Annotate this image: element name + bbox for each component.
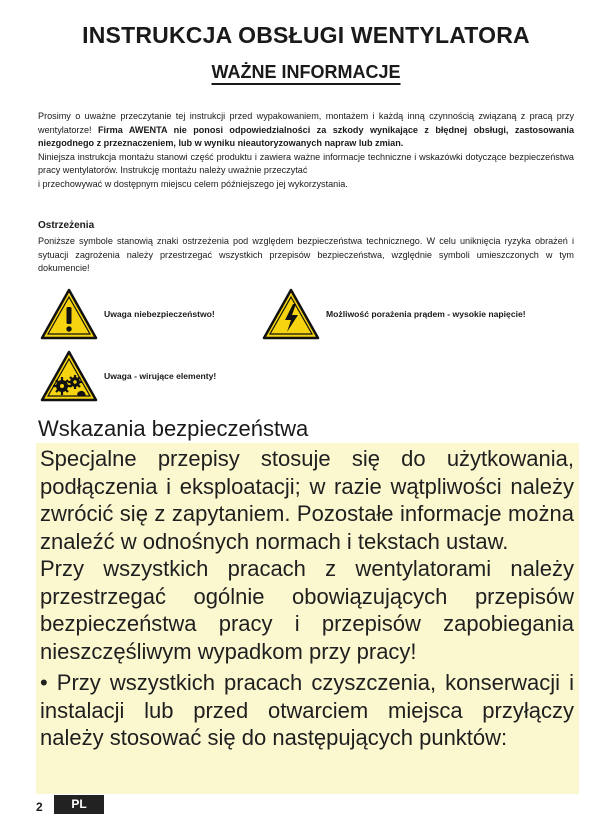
exclamation-warning-icon xyxy=(40,288,98,340)
rotating-parts-warning-icon xyxy=(40,350,98,402)
subtitle-text: WAŻNE INFORMACJE xyxy=(211,62,401,82)
high-voltage-warning-icon xyxy=(262,288,320,340)
language-badge: PL xyxy=(54,795,104,814)
sign-label-general: Uwaga niebezpieczeństwo! xyxy=(104,309,215,319)
page-subtitle xyxy=(0,62,612,83)
safety-text xyxy=(40,445,574,752)
warnings-body: Poniższe symbole stanowią znaki ostrzeżenia pod względem bezpieczeństwa technicznego. W celu uniknięcia ryzyka obrażeń i sytuacji zagrożenia należy przestrzegać wszystkich przepisów bezpieczeństwa, względnie symboli umieszczonych w tym dokumencie! xyxy=(38,236,574,273)
intro-text xyxy=(38,110,574,191)
safety-paragraph-3: • Przy wszystkich pracach czyszczenia, konserwacji i instalacji lub przed otwarciem miejsca przyłączy należy stosować się do następujących punktów: xyxy=(40,670,574,750)
intro-paragraph-2: Niniejsza instrukcja montażu stanowi część produktu i zawiera ważne informacje techniczne i wskazówki dotyczące bezpieczeństwa pracy wentylatorów. Instrukcję montażu należy uważnie przeczytać xyxy=(38,151,574,175)
safety-paragraph-1: Specjalne przepisy stosuje się do użytkowania, podłączenia i eksploatacji; w razie wątpliwości należy zwrócić się z zapytaniem. Pozostałe informacje można znaleźć w odnośnych normach i tekstach ustaw. xyxy=(40,446,574,554)
warnings-heading: Ostrzeżenia xyxy=(38,220,95,231)
warning-sign-general xyxy=(40,288,215,340)
intro-paragraph-3: i przechowywać w dostępnym miejscu celem późniejszego jej wykorzystania. xyxy=(38,178,348,189)
warning-sign-rotating xyxy=(40,350,216,402)
page-title: INSTRUKCJA OBSŁUGI WENTYLATORA xyxy=(82,22,530,48)
intro-paragraph-1 xyxy=(38,110,574,151)
sign-label-voltage: Możliwość porażenia prądem - wysokie napięcie! xyxy=(326,309,526,319)
safety-paragraph-2: Przy wszystkich pracach z wentylatorami należy przestrzegać ogólnie obowiązujących przepisów bezpieczeństwa pracy i przepisów zapobiegania nieszczęśliwym wypadkom przy pracy! xyxy=(40,556,574,664)
intro-normal-text: Prosimy o uważne przeczytanie tej instrukcji przed wypakowaniem, montażem i każdą inną czynnością związaną z pracą przy wentylatorze! xyxy=(38,111,574,135)
safety-section-title: Wskazania bezpieczeństwa xyxy=(38,416,309,441)
warning-sign-voltage xyxy=(262,288,526,340)
page-number: 2 xyxy=(36,800,43,814)
intro-bold-text: Firma AWENTA nie ponosi odpowiedzialności za szkody wynikające z błędnej obsługi, zastosowania niezgodnego z przeznaczeniem, lub w wyniku nieautoryzowanych napraw lub zmian. xyxy=(38,124,574,148)
sign-label-rotating: Uwaga - wirujące elementy! xyxy=(104,371,217,381)
